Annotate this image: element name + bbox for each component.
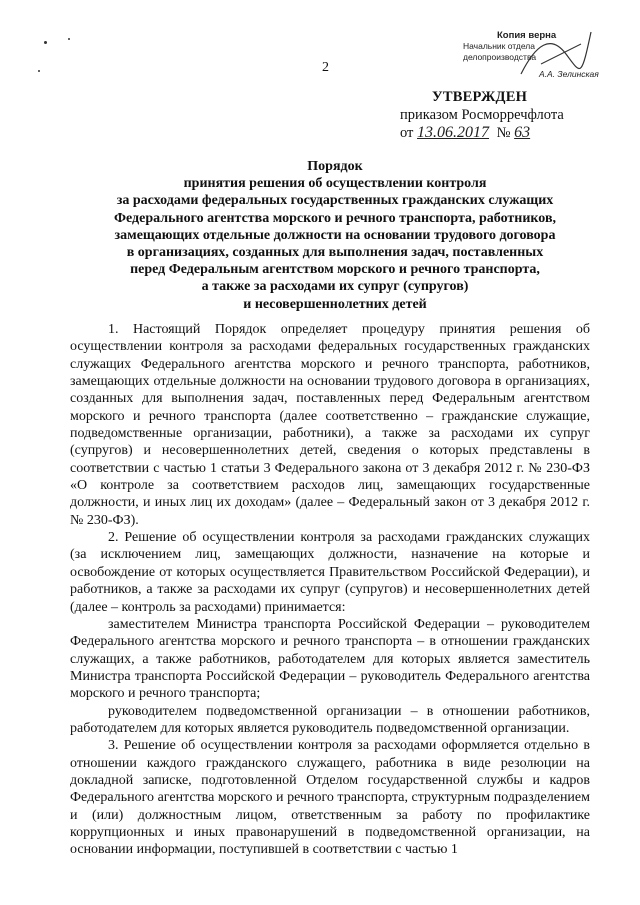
title-line: замещающих отдельные должности на основании трудового договора [114, 227, 556, 243]
paragraph-2-item-1: заместителем Министра транспорта Российской Федерации – руководителем Федерального агентства морского и речного транспорта – в отношении гражданских служащих, а также работников, работодателем для которых является заместитель Министра транспорта Российской Федерации – руководитель Федерального агентства морского и речного транспорта; [70, 616, 590, 702]
document-body [70, 321, 590, 859]
document-title [60, 158, 610, 313]
paragraph-1: 1. Настоящий Порядок определяет процедуру принятия решения об осуществлении контроля за расходами федеральных государственных гражданских служащих Федерального агентства морского и речного транспорта, работников, замещающих отдельные должности на основании трудового договора в организациях, созданных для выполнения задач, поставленных перед Федеральным агентством морского и речного транспорта (далее соответственно – гражданские служащие, подведомственные организации, работники), а также за расходами их супруг (супругов) и несовершеннолетних детей, сведения о которых представлены в соответствии с частью 1 статьи 3 Федерального закона от 3 декабря 2012 г. № 230-ФЗ «О контроле за соответствием расходов лиц, замещающих государственные должности, и иных лиц их доходам» (далее – Федеральный закон от 3 декабря 2012 г. № 230-ФЗ). [70, 322, 590, 528]
certification-stamp [463, 30, 603, 80]
scan-speck [44, 41, 47, 44]
date-prefix: от [400, 125, 414, 141]
approval-date-line [400, 124, 600, 142]
stamp-name: А.А. Зелинская [539, 69, 599, 79]
paragraph-3: 3. Решение об осуществлении контроля за расходами оформляется отдельно в отношении каждого гражданского служащего, работника в виде резолюции на докладной записке, подготовленной Отделом государственной службы и кадров Федерального агентства морского и речного транспорта, структурным подразделением и (или) должностным лицом, ответственным за работу по профилактике коррупционных и иных правонарушений в подведомственной организации, на основании информации, поступившей в соответствии с частью 1 [70, 738, 590, 858]
title-line: принятия решения об осуществлении контроля [183, 176, 487, 192]
approval-order: приказом Росморречфлота [400, 107, 564, 123]
paragraph-2: 2. Решение об осуществлении контроля за расходами гражданских служащих (за исключением лиц, замещающих должности, назначение на которые и освобождение от которых осуществляется Правительством Российской Федерации), и работников, а также за расходами их супруг (супругов) и несовершеннолетних детей (далее – контроль за расходами) принимается: [70, 530, 590, 615]
title-line: за расходами федеральных государственных гражданских служащих [116, 193, 554, 209]
number-prefix: № [496, 125, 511, 141]
stamp-position: Начальник отдела делопроизводства [463, 41, 537, 62]
signature-mark [511, 24, 601, 84]
page-number: 2 [322, 60, 329, 75]
paragraph-2-item-2: руководителем подведомственной организации – в отношении работников, работодателем для которых является руководитель подведомственной организации. [70, 703, 590, 736]
title-line: Федерального агентства морского и речного транспорта, работников, [113, 210, 557, 226]
scan-speck [38, 70, 40, 72]
approval-title: УТВЕРЖДЕН [432, 89, 528, 105]
approval-block [400, 88, 600, 142]
title-line: а также за расходами их супруг (супругов) [201, 279, 469, 295]
title-line: перед Федеральным агентством морского и речного транспорта, [130, 262, 540, 278]
scan-speck [68, 38, 70, 40]
number-value: 63 [514, 124, 531, 141]
title-line: в организациях, созданных для выполнения задач, поставленных [126, 245, 544, 261]
title-line: Порядок [307, 159, 363, 174]
stamp-copy-label: Копия верна [497, 30, 557, 41]
date-value: 13.06.2017 [417, 124, 490, 141]
title-line: и несовершеннолетних детей [243, 296, 427, 312]
